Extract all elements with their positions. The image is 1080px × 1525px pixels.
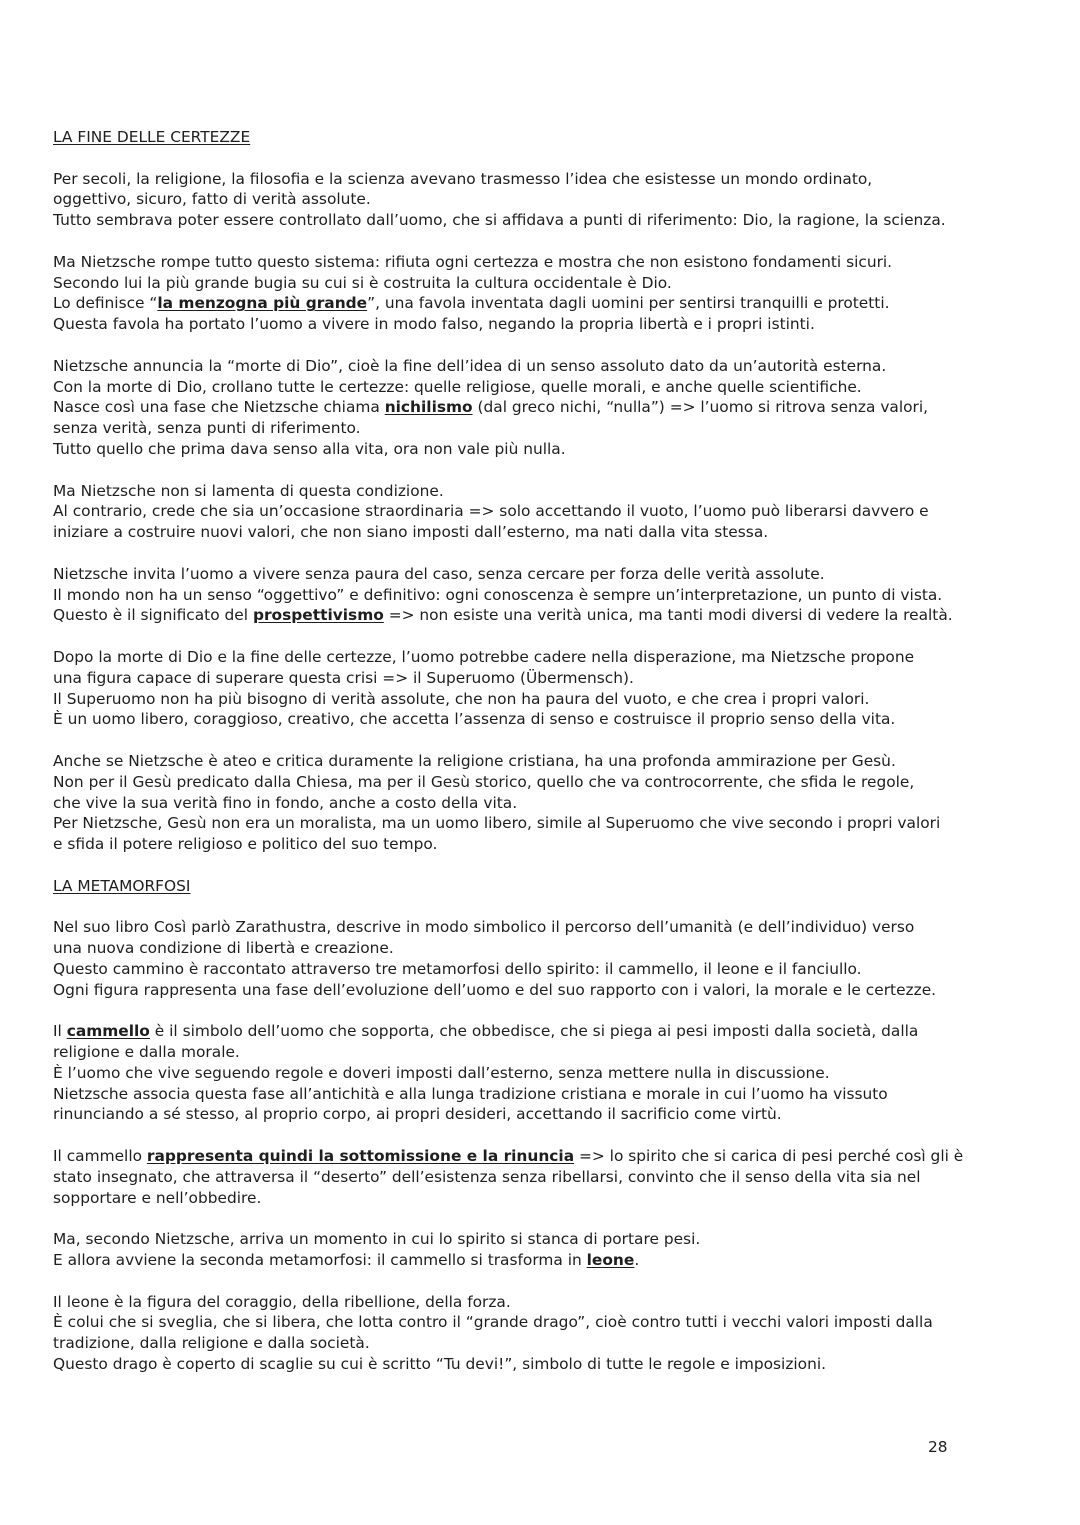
- highlighted-term: leone: [586, 1251, 635, 1270]
- paragraph: [53, 917, 1043, 1000]
- text-line: una figura capace di superare questa crisi => il Superuomo (Übermensch).: [53, 668, 634, 687]
- text-line: sopportare e nell’obbedire.: [53, 1188, 262, 1207]
- text-line: [53, 293, 1043, 314]
- text-line: Nietzsche annuncia la “morte di Dio”, cioè la fine dell’idea di un senso assoluto dato da un’autorità esterna.: [53, 356, 887, 375]
- paragraph: [53, 1021, 1043, 1125]
- text-line: Il mondo non ha un senso “oggettivo” e definitivo: ogni conoscenza è sempre un’interpretazione, un punto di vista.: [53, 585, 943, 604]
- text-line: senza verità, senza punti di riferimento.: [53, 419, 361, 438]
- page-number: 28: [928, 1438, 948, 1456]
- text-line: Questo cammino è raccontato attraverso tre metamorfosi dello spirito: il cammello, il leone e il fanciullo.: [53, 959, 862, 978]
- paragraph: [53, 481, 1043, 543]
- text-fragment: => non esiste una verità unica, ma tanti modi diversi di vedere la realtà.: [383, 606, 953, 625]
- text-line: Con la morte di Dio, crollano tutte le certezze: quelle religiose, quelle morali, e anche quelle scientifiche.: [53, 377, 862, 396]
- text-line: Nel suo libro Così parlò Zarathustra, descrive in modo simbolico il percorso dell’umanità (e dell’individuo) verso: [53, 918, 915, 937]
- paragraph: [53, 751, 1043, 855]
- text-line: Ma Nietzsche non si lamenta di questa condizione.: [53, 481, 444, 500]
- text-line: Dopo la morte di Dio e la fine delle certezze, l’uomo potrebbe cadere nella disperazione, ma Nietzsche propone: [53, 647, 915, 666]
- text-line: che vive la sua verità fino in fondo, anche a costo della vita.: [53, 793, 518, 812]
- text-line: [53, 1250, 1043, 1271]
- section-title-metamorfosi: LA METAMORFOSI: [53, 876, 191, 895]
- paragraph: [53, 647, 1043, 730]
- text-line: Il Superuomo non ha più bisogno di verità assolute, che non ha paura del vuoto, e che crea i propri valori.: [53, 689, 870, 708]
- text-line: [53, 1021, 1043, 1042]
- text-line: Ma Nietzsche rompe tutto questo sistema: rifiuta ogni certezza e mostra che non esistono fondamenti sicuri.: [53, 252, 893, 271]
- text-fragment: .: [634, 1251, 640, 1270]
- text-line: È colui che si sveglia, che si libera, che lotta contro il “grande drago”, cioè contro tutti i vecchi valori imposti dalla: [53, 1313, 933, 1332]
- text-fragment: Lo definisce “: [53, 294, 158, 313]
- page-content: [53, 127, 1043, 1396]
- text-line: Questo drago è coperto di scaglie su cui è scritto “Tu devi!”, simbolo di tutte le regole e imposizioni.: [53, 1355, 827, 1374]
- text-line: iniziare a costruire nuovi valori, che non siano imposti dall’esterno, ma nati dalla vita stessa.: [53, 523, 769, 542]
- text-line: tradizione, dalla religione e dalla società.: [53, 1334, 370, 1353]
- section-title-fine-certezze: LA FINE DELLE CERTEZZE: [53, 128, 251, 146]
- text-line: Tutto quello che prima dava senso alla vita, ora non vale più nulla.: [53, 439, 566, 458]
- text-line: Ogni figura rappresenta una fase dell’evoluzione dell’uomo e del suo rapporto con i valori, la morale e le certezze.: [53, 980, 937, 999]
- text-line: Nietzsche associa questa fase all’antichità e alla lunga tradizione cristiana e morale in cui l’uomo ha vissuto: [53, 1084, 888, 1103]
- text-line: Questa favola ha portato l’uomo a vivere in modo falso, negando la propria libertà e i propri istinti.: [53, 315, 815, 334]
- text-line: stato insegnato, che attraversa il “deserto” dell’esistenza senza ribellarsi, convinto che il senso della vita sia nel: [53, 1167, 921, 1186]
- text-line: Per Nietzsche, Gesù non era un moralista, ma un uomo libero, simile al Superuomo che vive secondo i propri valori: [53, 814, 941, 833]
- text-line: [53, 605, 1043, 626]
- text-fragment: Il cammello: [53, 1147, 147, 1166]
- highlighted-term: nichilismo: [384, 398, 473, 417]
- highlighted-term: rappresenta quindi la sottomissione e la rinuncia: [146, 1147, 575, 1166]
- text-fragment: (dal greco nichi, “nulla”) => l’uomo si ritrova senza valori,: [472, 398, 929, 417]
- text-fragment: ”, una favola inventata dagli uomini per sentirsi tranquilli e protetti.: [367, 294, 890, 313]
- text-line: e sfida il potere religioso e politico del suo tempo.: [53, 835, 438, 854]
- paragraph: [53, 252, 1043, 335]
- text-line: una nuova condizione di libertà e creazione.: [53, 939, 394, 958]
- paragraph: [53, 356, 1043, 460]
- text-line: Il leone è la figura del coraggio, della ribellione, della forza.: [53, 1292, 511, 1311]
- text-line: Nietzsche invita l’uomo a vivere senza paura del caso, senza cercare per forza delle verità assolute.: [53, 564, 825, 583]
- text-line: religione e dalla morale.: [53, 1043, 240, 1062]
- text-line: Secondo lui la più grande bugia su cui si è costruita la cultura occidentale è Dio.: [53, 273, 672, 292]
- paragraph: [53, 1229, 1043, 1271]
- highlighted-term: cammello: [66, 1022, 150, 1041]
- paragraph: [53, 1292, 1043, 1375]
- paragraph: [53, 1146, 1043, 1208]
- text-line: Tutto sembrava poter essere controllato dall’uomo, che si affidava a punti di riferimento: Dio, la ragione, la scienza.: [53, 211, 946, 230]
- text-line: È un uomo libero, coraggioso, creativo, che accetta l’assenza di senso e costruisce il proprio senso della vita.: [53, 710, 896, 729]
- text-line: Ma, secondo Nietzsche, arriva un momento in cui lo spirito si stanca di portare pesi.: [53, 1230, 701, 1249]
- paragraph: [53, 564, 1043, 626]
- text-line: [53, 397, 1043, 418]
- text-line: Al contrario, crede che sia un’occasione straordinaria => solo accettando il vuoto, l’uomo può liberarsi davvero e: [53, 502, 929, 521]
- text-line: È l’uomo che vive seguendo regole e doveri imposti dall’esterno, senza mettere nulla in discussione.: [53, 1063, 830, 1082]
- text-line: [53, 1146, 1043, 1167]
- highlighted-term: la menzogna più grande: [157, 294, 368, 313]
- text-fragment: Il: [53, 1022, 67, 1041]
- text-line: Non per il Gesù predicato dalla Chiesa, ma per il Gesù storico, quello che va controcorrente, che sfida le regole,: [53, 772, 915, 791]
- text-fragment: è il simbolo dell’uomo che sopporta, che obbedisce, che si piega ai pesi imposti dalla società, dalla: [149, 1022, 919, 1041]
- text-fragment: => lo spirito che si carica di pesi perché così gli è: [574, 1147, 964, 1166]
- text-line: rinunciando a sé stesso, al proprio corpo, ai propri desideri, accettando il sacrificio come virtù.: [53, 1105, 782, 1124]
- text-line: Anche se Nietzsche è ateo e critica duramente la religione cristiana, ha una profonda ammirazione per Gesù.: [53, 751, 896, 770]
- text-fragment: E allora avviene la seconda metamorfosi: il cammello si trasforma in: [53, 1251, 587, 1270]
- text-line: Per secoli, la religione, la filosofia e la scienza avevano trasmesso l’idea che esistesse un mondo ordinato,: [53, 169, 873, 188]
- text-fragment: Questo è il significato del: [53, 606, 253, 625]
- text-fragment: Nasce così una fase che Nietzsche chiama: [53, 398, 385, 417]
- text-line: oggettivo, sicuro, fatto di verità assolute.: [53, 190, 371, 209]
- highlighted-term: prospettivismo: [252, 606, 384, 625]
- paragraph: [53, 169, 1043, 231]
